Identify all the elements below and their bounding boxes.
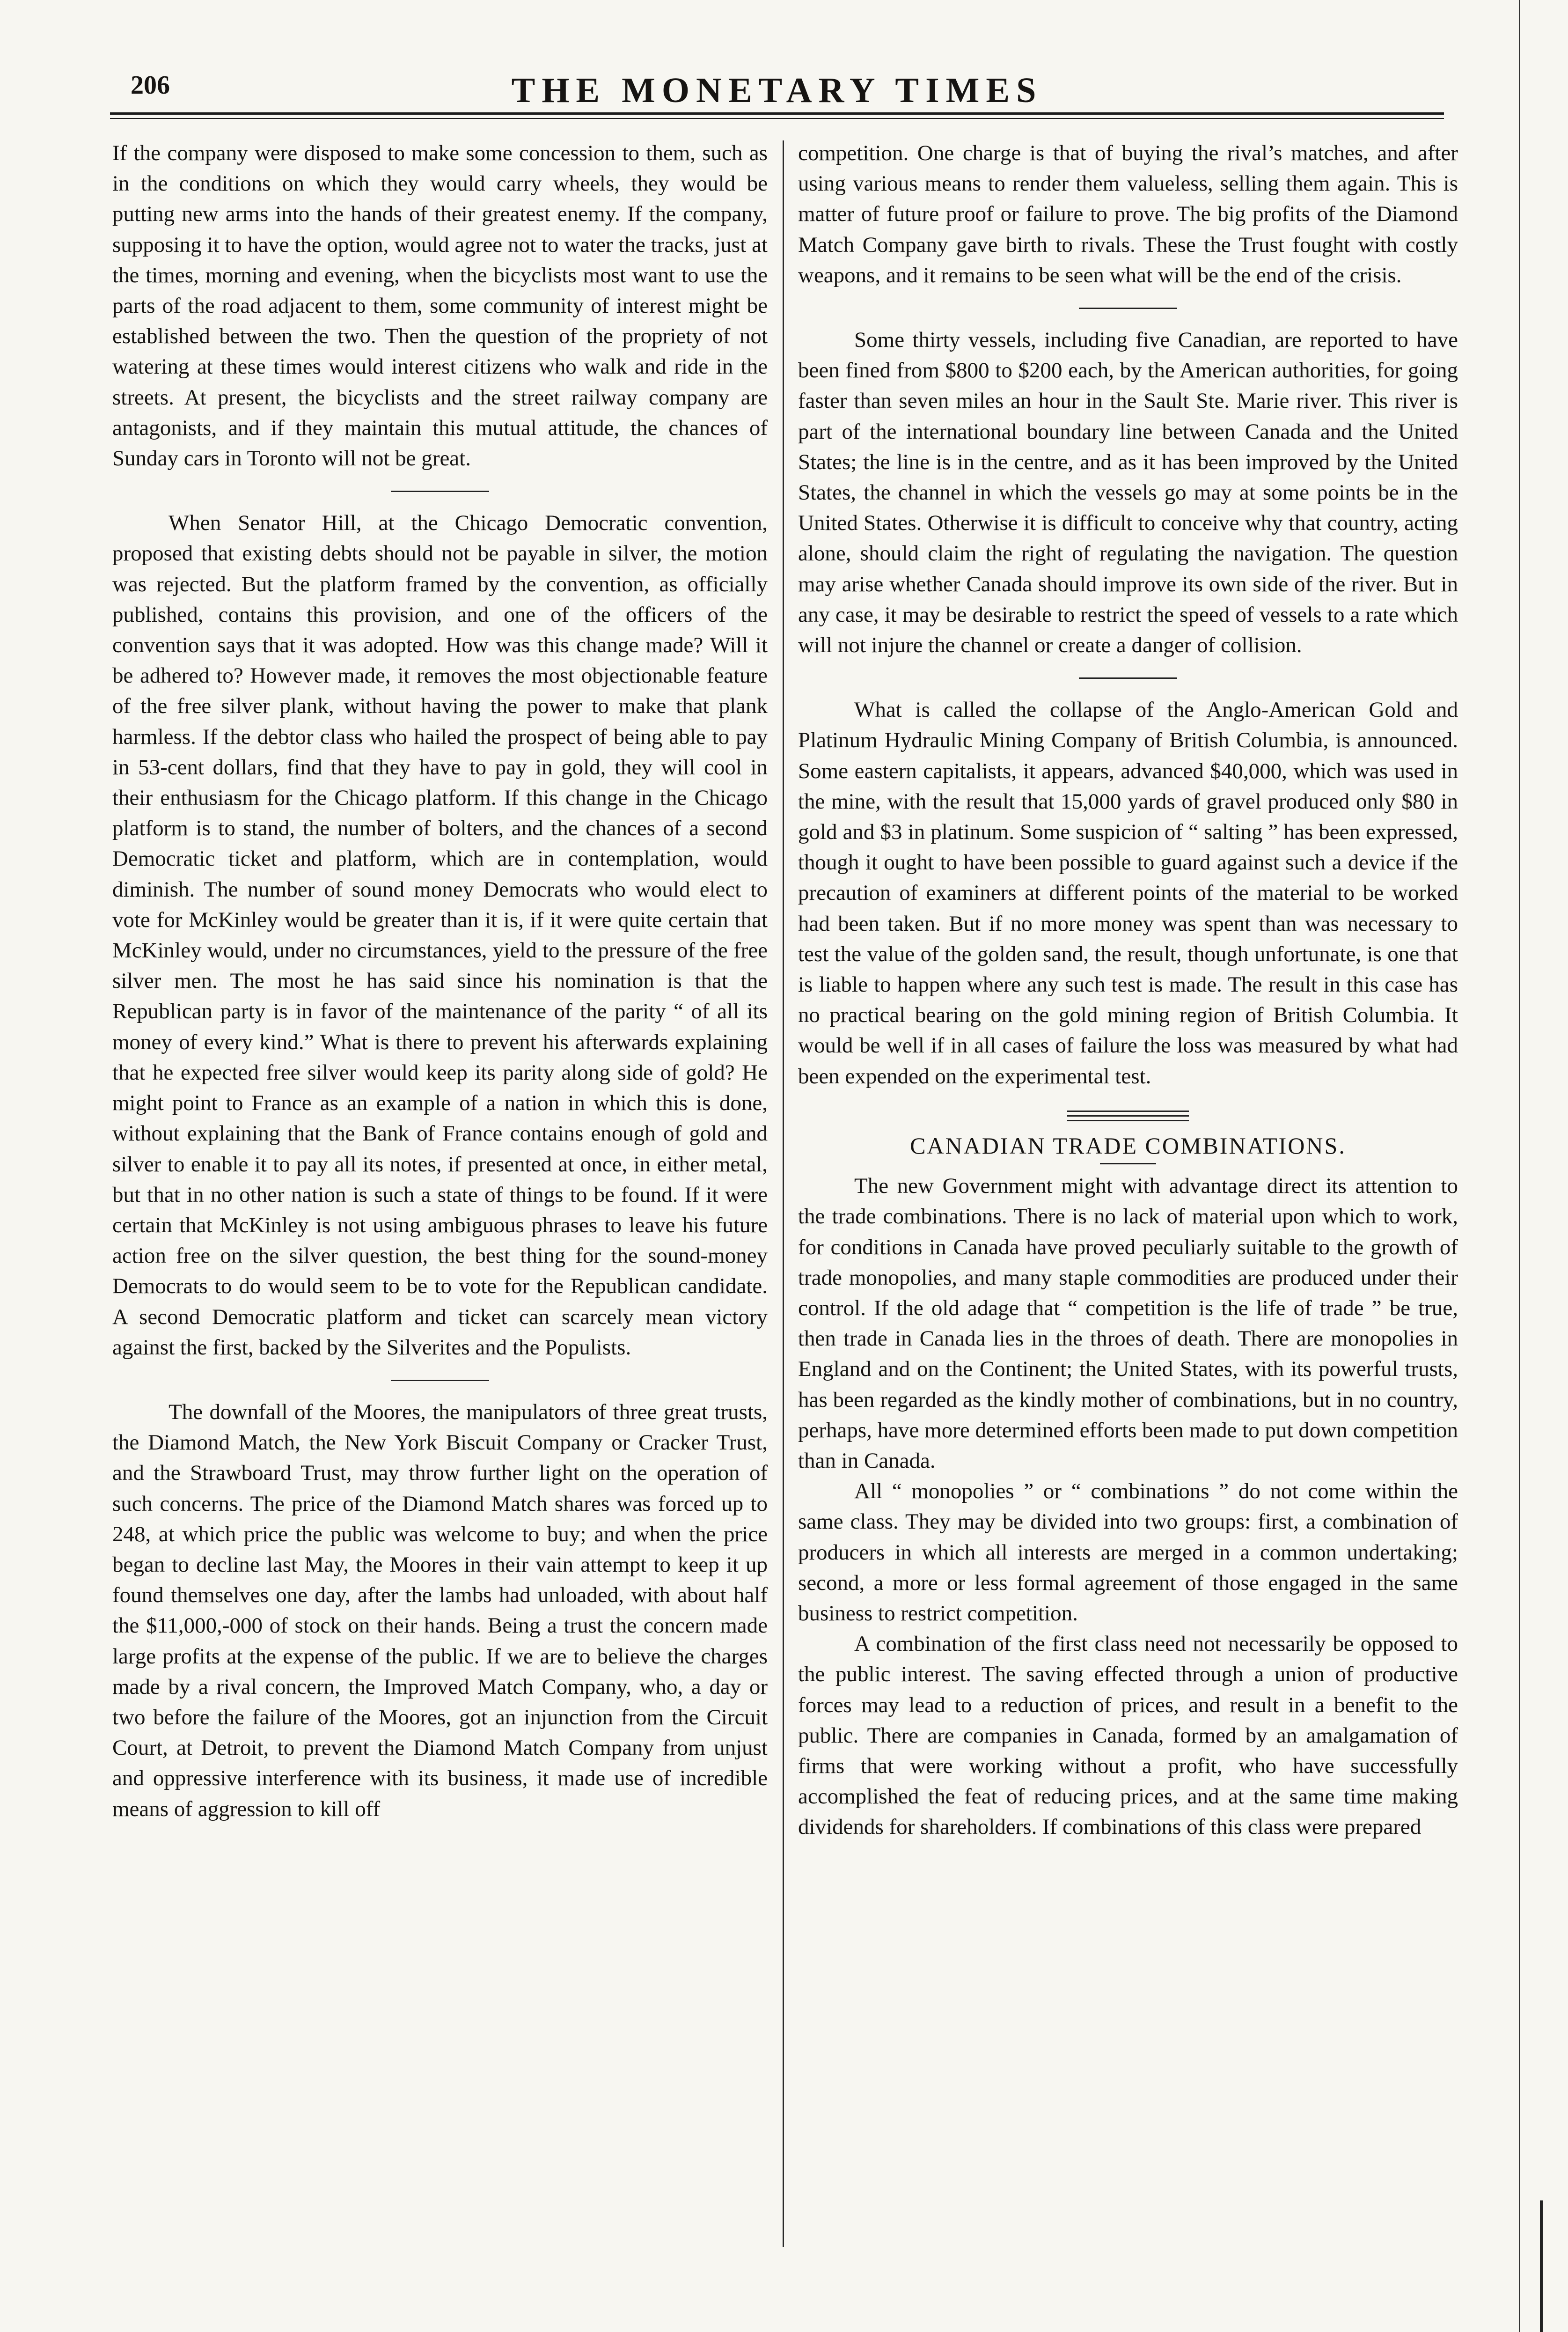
paragraph-senator-hill: When Senator Hill, at the Chicago Democratic convention, proposed that existing debts should not be payable in silver, the motion was rejected. But the platform framed by the convention, as officially published, contains this provision, and one of the officers of the convention says that it was adopted. How was this change made? Will it be adhered to? However made, it removes the most objectionable feature of the free silver plank, without having the power to make that plank harmless. If the debtor class who hailed the prospect of being able to pay in 53-cent dollars, find that they have to pay in gold, they will cool in their enthusiasm for the Chicago platform. If this change in the Chicago platform is to stand, the number of bolters, and the chances of a second Democratic ticket and platform, which are in contemplation, would diminish. The number of sound money Democrats who would elect to vote for McKinley would be greater than it is, if it were quite certain that McKinley would, under no circumstances, yield to the pressure of the free silver men. The most he has said since his nomination is that the Republican party is in favor of the maintenance of the parity “ of all its money of every kind.” What is there to prevent his afterwards explaining that he expected free silver would keep its parity along side of gold? He might point to France as an example of a nation in which this is done, without explaining that the Bank of France contains enough of gold and silver to enable it to pay all its notes, if presented at once, in either metal, but that in no other nation is such a state of things to be found. If it were certain that McKinley is not using ambiguous phrases to leave his future action free on the silver question, the best thing for the sound-money Democrats to do would seem to be to vote for the Republican candidate. A second Democratic platform and ticket can scarcely mean victory against the first, backed by the Silverites and the Populists. (112, 511, 768, 1360)
header-rule (110, 112, 1444, 115)
right-column (798, 138, 1458, 2240)
section-title: CANADIAN TRADE COMBINATIONS. (910, 1132, 1346, 1159)
paragraph-trade-combinations: The new Government might with advantage direct its attention to the trade combinations. There is no lack of material upon which to work, for conditions in Canada have proved peculiarly suitable to the growth of trade monopolies, and many staple commodities are produced under their control. If the old adage that “ competition is the life of trade ” be true, then trade in Canada lies in the throes of death. There are monopolies in England and on the Continent; the United States, with its powerful trusts, has been regarded as the kindly mother of combinations, but in no country, perhaps, have more determined efforts been made to put down competition than in Canada. (798, 1174, 1458, 1473)
paragraph-mining-collapse: What is called the collapse of the Anglo-American Gold and Platinum Hydraulic Mining Company of British Columbia, is announced. Some eastern capitalists, it appears, advanced $40,000, which was used in the mine, with the result that 15,000 yards of gravel produced only $80 in gold and $3 in platinum. Some suspicion of “ salting ” has been expressed, though it ought to have been possible to guard against such a device if the precaution of examiners at different points of the material to be worked had been taken. But if no more money was spent than was necessary to test the value of the golden sand, the result, though unfortunate, is one that is liable to happen where any such test is made. The result in this case has no practical bearing on the gold mining region of British Columbia. It would be well if in all cases of failure the loss was measured by what had been expended on the experimental test. (798, 698, 1458, 1089)
paragraph-moores-downfall: The downfall of the Moores, the manipulators of three great trusts, the Diamond Match, the New York Biscuit Company or Cracker Trust, and the Strawboard Trust, may throw further light on the operation of such concerns. The price of the Diamond Match shares was forced up to 248, at which price the public was welcome to buy; and when the price began to decline last May, the Moores in their vain attempt to keep it up found themselves one day, after the lambs had unloaded, with about half the $11,000,-000 of stock on their hands. Being a trust the concern made large profits at the expense of the public. If we are to believe the charges made by a rival concern, the Improved Match Company, who, a day or two before the failure of the Moores, got an injunction from the Circuit Court, at Detroit, to prevent the Diamond Match Company from unjust and oppressive interference with its business, it made use of incredible means of aggression to kill off (112, 1399, 768, 1821)
page-number: 206 (131, 71, 170, 100)
masthead-title: THE MONETARY TIMES (511, 71, 1043, 110)
paragraph-separator (391, 491, 489, 492)
paragraph-competition: competition. One charge is that of buying the rival’s matches, and after using various means to render them valueless, selling them again. This is matter of future proof or failure to prove. The big profits of the Diamond Match Company gave birth to rivals. These the Trust fought with costly weapons, and it remains to be seen what will be the end of the crisis. (798, 141, 1458, 287)
paragraph-separator (391, 1380, 489, 1381)
paragraph-bicyclists: If the company were disposed to make some concession to them, such as in the conditions on which they would carry wheels, they would be putting new arms into the hands of their greatest enemy. If the company, supposing it to have the option, would agree not to water the tracks, just at the times, morning and evening, when the bicyclists most want to use the parts of the road adjacent to them, some community of interest might be established between the two. Then the question of the propriety of not watering at these times would interest citizens who walk and ride in the streets. At present, the bicyclists and the street railway company are antagonists, and if they maintain this mutual attitude, the chances of Sunday cars in Toronto will not be great. (112, 141, 768, 471)
paragraph-vessels-fined: Some thirty vessels, including five Canadian, are reported to have been fined from $800 to $200 each, by the American authorities, for going faster than seven miles an hour in the Sault Ste. Marie river. This river is part of the international boundary line between Canada and the United States; the line is in the centre, and as it has been improved by the United States, the channel in which the vessels go may at some points be in the United States. Otherwise it is difficult to conceive why that country, acting alone, should claim the right of regulating the navigation. The question may arise whether Canada should improve its own side of the river. But in any case, it may be desirable to restrict the speed of vessels to a rate which will not injure the channel or create a danger of collision. (798, 328, 1458, 658)
paragraph-monopoly-classes: All “ monopolies ” or “ combinations ” do not come within the same class. They may be divided into two groups: first, a combination of producers in which all interests are merged in a common undertaking; second, a more or less formal agreement of those engaged in the same business to restrict competition. (798, 1479, 1458, 1626)
page-edge-line (1519, 0, 1520, 2332)
column-divider (783, 140, 784, 2247)
left-column (112, 138, 768, 2240)
paragraph-separator (1079, 308, 1177, 309)
paragraph-separator (1079, 677, 1177, 679)
section-separator (1067, 1111, 1189, 1121)
header-rule-thin (110, 118, 1444, 119)
section-title-rule (1100, 1163, 1156, 1164)
paragraph-first-class: A combination of the first class need not necessarily be opposed to the public interest. The saving effected through a union of productive forces may lead to a reduction of prices, and result in a benefit to the public. There are companies in Canada, formed by an amalgamation of firms that were working without a profit, who have successfully accomplished the feat of reducing prices, and at the same time making dividends for shareholders. If combinations of this class were prepared (798, 1632, 1458, 1839)
page-edge-shadow (1540, 2200, 1543, 2332)
